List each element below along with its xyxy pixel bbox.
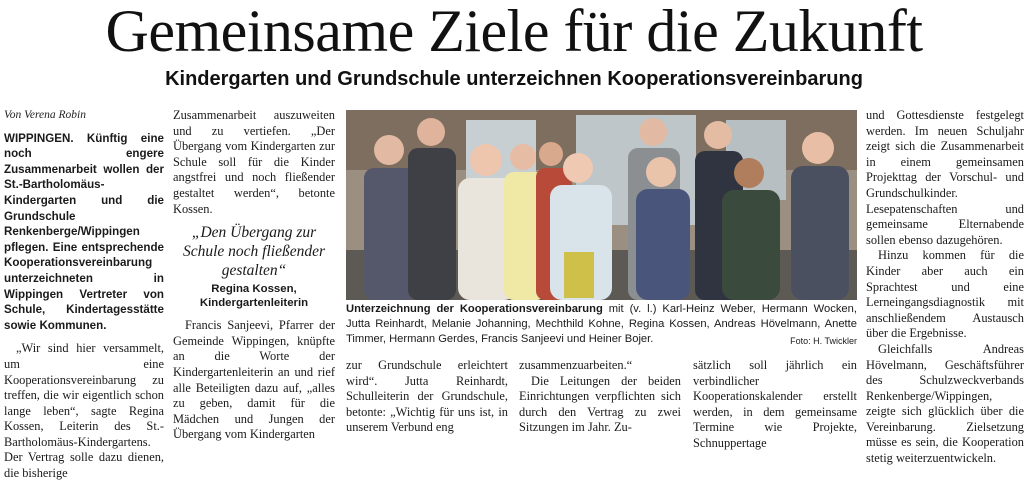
pull-quote: „Den Übergang zur Schule noch fließender gestalten“ [182, 224, 326, 280]
body-paragraph: Francis Sanjeevi, Pfarrer der Gemeinde Wippingen, knüpfte an die Worte der Kindergartenleiterin an und rief alle Beteiligten dazu auf, „alles zu geben, damit für die Mädchen und Jungen der Übergang vom Kindergarten [173, 318, 335, 442]
article-headline: Gemeinsame Ziele für die Zukunft [105, 0, 923, 64]
article-column-4 [519, 358, 681, 436]
article-subheadline: Kindergarten und Grundschule unterzeichnen Kooperationsvereinbarung [165, 68, 863, 90]
body-paragraph: und Gottesdienste festgelegt werden. Im neuen Schuljahr zeigt sich die Zusammenarbeit in einem gemeinsamen Projekttag der Vorschul- und Grundschulkinder. Lesepatenschaften und gemeinsame Elternabende sollen ebenso dazugehören. [866, 108, 1024, 247]
dateline: WIPPINGEN. [4, 131, 74, 145]
pull-quote-source [173, 282, 335, 310]
body-paragraph: zusammenzuarbeiten.“ [519, 358, 633, 372]
body-paragraph: „Wir sind hier versammelt, um eine Kooperationsvereinbarung zu treffen, die wir eigentlich schon lange leben“, sagte Regina Kossen, Leiterin des St.-Bartholomäus-Kindergartens. Der Vertrag solle dazu dienen, die bisherige [4, 341, 164, 481]
byline: Von Verena Robin [4, 109, 86, 121]
article-column-6 [866, 108, 1024, 467]
pull-quote-role: Kindergartenleiterin [199, 297, 309, 310]
article-column-3 [346, 358, 508, 436]
article-column-5 [693, 358, 857, 452]
lead-text: Künftig eine noch engere Zusammenarbeit wollen der St.-Bartholomäus-Kindergarten und die Grundschule Renkenberge/Wippingen pflegen. Eine entsprechende Kooperationsvereinbarung unterzeichneten in Wippingen Vertreter von Schule, Kindertagesstätte sowie Kommunen. [4, 131, 164, 332]
body-paragraph: Zusammenarbeit auszuweiten und zu vertiefen. „Der Übergang vom Kindergarten zur Schule soll für die Kinder angstfrei und noch fließender gestaltet werden“, betonte Kossen. [173, 108, 335, 216]
caption-text: mit (v. l.) Karl-Heinz Weber, Hermann Wocken, Jutta Reinhardt, Melanie Johanning, Mechthild Kohne, Regina Kossen, Andreas Hövelmann, Anette Timmer, Hermann Gerdes, Francis Sanjeevi und Heiner Bojer. [346, 303, 857, 345]
body-paragraph: sätzlich soll jährlich ein verbindlicher Kooperationskalender erstellt werden, in dem gemeinsame Termine wie Projekte, Schnuppertage [693, 358, 857, 450]
article-column-2 [173, 108, 335, 443]
group-photo-illustration [346, 110, 857, 300]
photo-caption [346, 302, 857, 349]
body-paragraph: Hinzu kommen für die Kinder aber auch ein Sprachtest und eine Lerneingangsdiagnostik mit anschließendem Austausch über die Ergebnisse. [866, 248, 1024, 341]
lead-paragraph [4, 131, 164, 334]
body-paragraph: zur Grundschule erleichtert wird“. Jutta Reinhardt, Schulleiterin der Grundschule, betonte: „Wichtig für uns ist, in unserem Verbund eng [346, 358, 508, 435]
article-photo [346, 110, 857, 300]
body-paragraph: Gleichfalls Andreas Hövelmann, Geschäftsführer des Schulzweckverbands Renkenberge/Wippingen, zeigte sich glücklich über die Vereinbarung. Zielsetzung müsse es sein, die Kooperation stetig weiterzuentwickeln. [866, 341, 1024, 466]
article-column-1 [4, 108, 164, 482]
body-paragraph: Die Leitungen der beiden Einrichtungen verpflichten sich durch den Vertrag zu zwei Sitzungen im Jahr. Zu- [519, 373, 681, 435]
caption-title: Unterzeichnung der Kooperationsvereinbarung [346, 303, 603, 315]
pull-quote-name: Regina Kossen, [211, 283, 297, 296]
photo-credit: Foto: H. Twickler [790, 336, 857, 346]
